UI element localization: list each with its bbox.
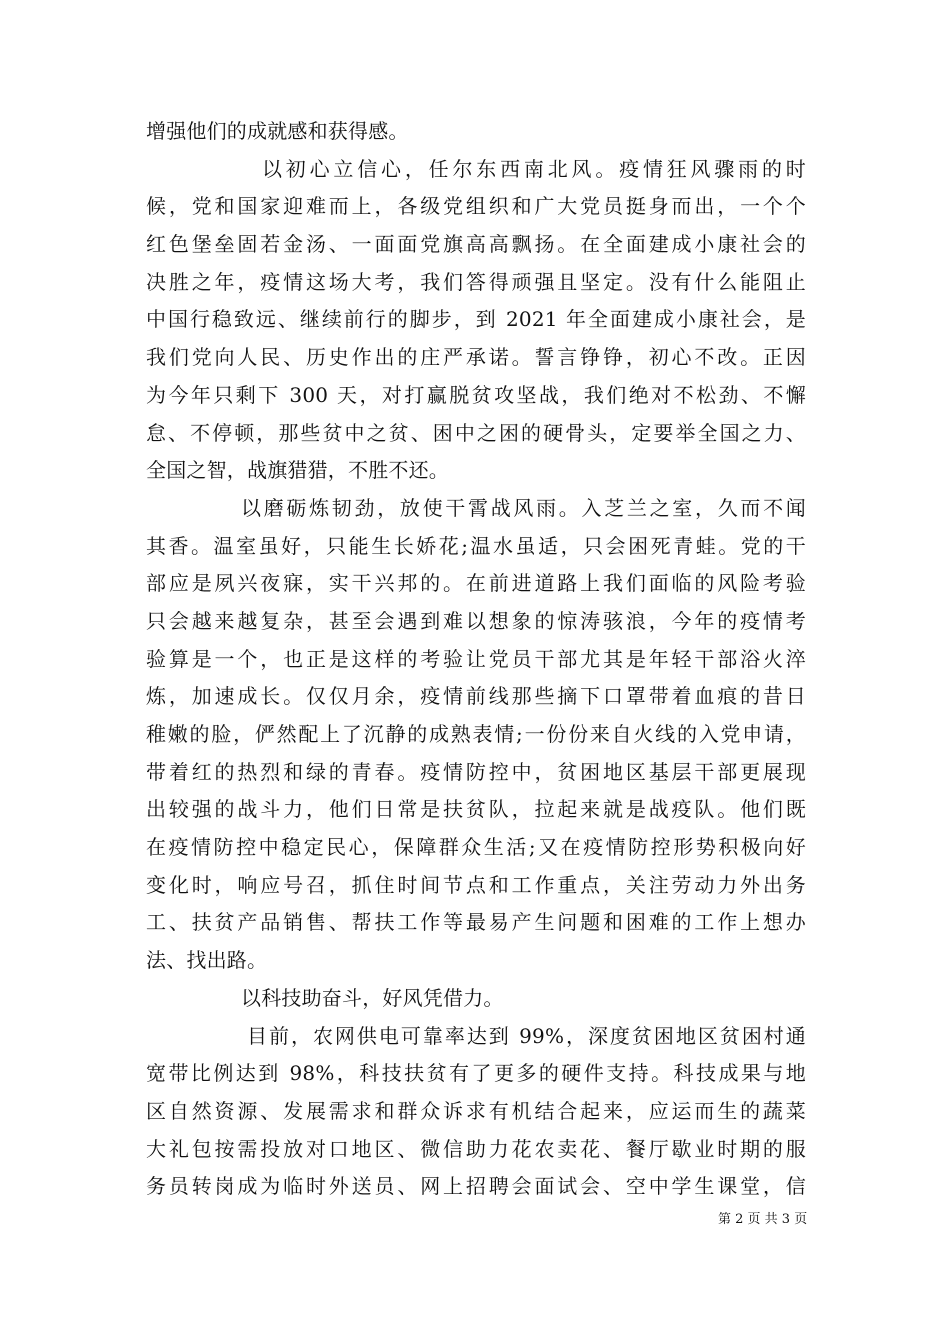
text-line: 候，党和国家迎难而上，各级党组织和广大党员挺身而出，一个个	[146, 194, 806, 219]
text-line: 在疫情防控中稳定民心，保障群众生活;又在疫情防控形势积极向好	[146, 835, 806, 860]
text-line: 我们党向人民、历史作出的庄严承诺。誓言铮铮，初心不改。正因	[146, 345, 806, 370]
body-text	[146, 113, 806, 1206]
page-number: 第 2 页 共 3 页	[718, 1212, 808, 1227]
text-line: 宽带比例达到 98%，科技扶贫有了更多的硬件支持。科技成果与地	[146, 1061, 806, 1086]
text-line: 怠、不停顿，那些贫中之贫、困中之困的硬骨头，定要举全国之力、	[146, 420, 806, 445]
text-line: 稚嫩的脸，俨然配上了沉静的成熟表情;一份份来自火线的入党申请，	[146, 722, 806, 746]
text-line: 其香。温室虽好，只能生长娇花;温水虽适，只会困死青蛙。党的干	[146, 533, 806, 558]
text-line: 出较强的战斗力，他们日常是扶贫队，拉起来就是战疫队。他们既	[146, 797, 806, 822]
text-line: 法、找出路。	[146, 948, 268, 973]
text-line: 验算是一个，也正是这样的考验让党员干部尤其是年轻干部浴火淬	[146, 646, 806, 671]
text-line: 中国行稳致远、继续前行的脚步，到 2021 年全面建成小康社会，是	[146, 307, 806, 332]
text-line: 工、扶贫产品销售、帮扶工作等最易产生问题和困难的工作上想办	[146, 910, 806, 935]
text-line: 只会越来越复杂，甚至会遇到难以想象的惊涛骇浪，今年的疫情考	[146, 608, 806, 633]
text-line: 区自然资源、发展需求和群众诉求有机结合起来，应运而生的蔬菜	[146, 1098, 806, 1123]
text-line: 全国之智，战旗猎猎，不胜不还。	[146, 458, 449, 483]
text-line: 红色堡垒固若金汤、一面面党旗高高飘扬。在全面建成小康社会的	[146, 232, 806, 257]
text-line: 变化时，响应号召，抓住时间节点和工作重点，关注劳动力外出务	[146, 872, 806, 897]
text-line: 炼，加速成长。仅仅月余，疫情前线那些摘下口罩带着血痕的昔日	[146, 684, 806, 709]
text-line: 务员转岗成为临时外送员、网上招聘会面试会、空中学生课堂，信	[146, 1174, 806, 1199]
text-line: 为今年只剩下 300 天，对打赢脱贫攻坚战，我们绝对不松劲、不懈	[146, 382, 806, 407]
text-line: 大礼包按需投放对口地区、微信助力花农卖花、餐厅歇业时期的服	[146, 1136, 806, 1161]
section-heading-line: 以科技助奋斗，好风凭借力。	[241, 985, 504, 1010]
paragraph-start-line: 以磨砺炼韧劲，放使干霄战风雨。入芝兰之室，久而不闻	[241, 495, 806, 520]
paragraph-start-line: 目前，农网供电可靠率达到 99%，深度贫困地区贫困村通	[247, 1023, 806, 1048]
text-line: 部应是夙兴夜寐，实干兴邦的。在前进道路上我们面临的风险考验	[146, 571, 806, 596]
text-line: 增强他们的成就感和获得感。	[146, 119, 409, 143]
paragraph-start-line: 以初心立信心，任尔东西南北风。疫情狂风骤雨的时	[262, 156, 806, 181]
text-line: 带着红的热烈和绿的青春。疫情防控中，贫困地区基层干部更展现	[146, 759, 806, 784]
text-line: 决胜之年，疫情这场大考，我们答得顽强且坚定。没有什么能阻止	[146, 269, 806, 294]
